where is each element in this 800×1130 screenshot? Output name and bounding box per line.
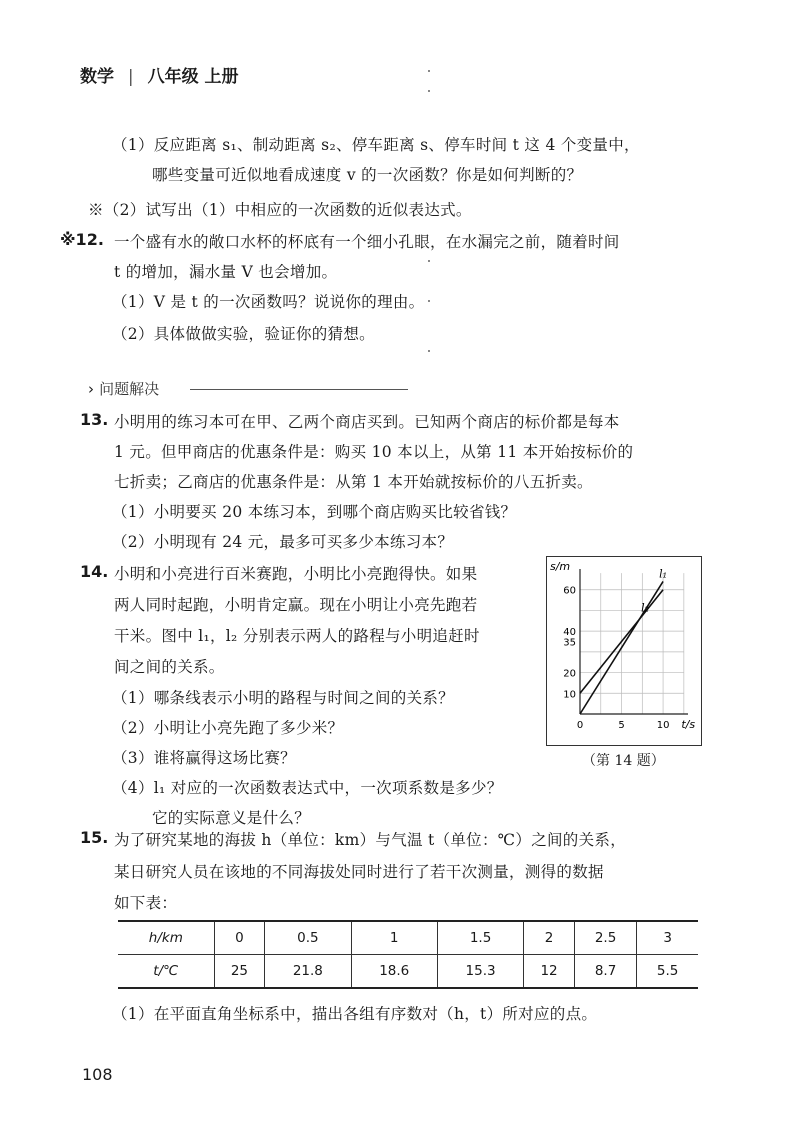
table-cell: 1.5 [437,921,523,955]
q11-part1-line2: 哪些变量可近似地看成速度 v 的一次函数？你是如何判断的？ [152,166,583,184]
q14-number: 14. [80,562,109,581]
table-cell: 8.7 [574,955,637,989]
q14-line1: 小明和小亮进行百米赛跑，小明比小亮跑得快。如果 [114,565,478,583]
table-cell: 2.5 [574,921,637,955]
q12-number: ※12. [60,230,104,249]
q13-part2: （2）小明现有 24 元，最多可买多少本练习本？ [112,533,454,551]
x-tick-label: 10 [656,720,670,731]
table-cell: 2 [524,921,575,955]
q15-part1: （1）在平面直角坐标系中，描出各组有序数对（h，t）所对应的点。 [112,1005,598,1023]
x-axis-label: t/s [681,718,696,731]
race-chart [546,556,702,746]
table-row-temperature [118,955,698,989]
table-row-header: h/km [118,921,214,955]
table-cell: 25 [214,955,265,989]
q13-line2: 1 元。但甲商店的优惠条件是：购买 10 本以上，从第 11 本开始按标价的 [114,443,634,461]
x-tick-label: 5 [618,720,625,731]
q14-line4: 间之间的关系。 [114,658,225,676]
q14-part2: （2）小明让小亮先跑了多少米？ [112,719,344,737]
section-rule [190,389,408,390]
y-tick-label: 10 [563,689,576,701]
header-subject: 数学 [80,67,114,87]
q13-part1: （1）小明要买 20 本练习本，到哪个商店购买比较省钱？ [112,503,517,521]
q14-line3: 干米。图中 l₁，l₂ 分别表示两人的路程与小明追赶时 [114,627,480,645]
series-label-2: l₂ [641,601,650,615]
table-cell: 18.6 [351,955,437,989]
table-cell: 15.3 [437,955,523,989]
page-number: 108 [82,1065,113,1084]
table-cell: 5.5 [637,955,698,989]
scan-artifact [428,70,430,72]
page-header [80,62,239,87]
q14-line2: 两人同时起跑，小明肯定赢。现在小明让小亮先跑若 [114,596,478,614]
table-cell: 12 [524,955,575,989]
section-heading [88,378,159,399]
q15-line2: 某日研究人员在该地的不同海拔处同时进行了若干次测量，测得的数据 [114,863,604,881]
q12-part2: （2）具体做做实验，验证你的猜想。 [112,325,375,343]
q12-line1: 一个盛有水的敞口水杯的杯底有一个细小孔眼，在水漏完之前，随着时间 [114,233,620,251]
table-row-height [118,921,698,955]
scan-artifact [428,300,430,302]
q13-line1: 小明用的练习本可在甲、乙两个商店买到。已知两个商店的标价都是每本 [114,413,620,431]
q15-line3: 如下表： [114,894,178,912]
q12-line2: t 的增加，漏水量 V 也会增加。 [114,263,338,281]
y-tick-label: 60 [563,585,576,597]
series-label-1: l₁ [659,567,668,581]
table-cell: 0.5 [265,921,351,955]
q15-line1: 为了研究某地的海拔 h（单位：km）与气温 t（单位：℃）之间的关系， [114,831,626,849]
chevron-right-icon: › [88,380,94,398]
section-title: 问题解决 [99,380,160,398]
q14-part3: （3）谁将赢得这场比赛？ [112,749,296,767]
chart-caption: （第 14 题） [582,753,665,769]
q13-line3: 七折卖；乙商店的优惠条件是：从第 1 本开始就按标价的八五折卖。 [114,473,593,491]
q11-part1-line1: （1）反应距离 s₁、制动距离 s₂、停车距离 s、停车时间 t 这 4 个变量中， [112,136,640,154]
y-tick-label: 40 [563,627,576,639]
header-grade: 八年级 上册 [147,67,239,87]
table-cell: 3 [637,921,698,955]
table-cell: 1 [351,921,437,955]
scan-artifact [428,90,430,92]
q11-part2: ※（2）试写出（1）中相应的一次函数的近似表达式。 [88,201,472,219]
q14-part4-line2: 它的实际意义是什么？ [152,809,311,827]
scan-artifact [428,350,430,352]
header-separator: | [127,67,134,87]
table-cell: 21.8 [265,955,351,989]
table-cell: 0 [214,921,265,955]
y-axis-label: s/m [550,560,571,573]
scan-artifact [428,260,430,262]
table-row-header: t/℃ [118,955,214,989]
q13-number: 13. [80,410,109,429]
q14-part4-line1: （4）l₁ 对应的一次函数表达式中，一次项系数是多少？ [112,779,503,797]
y-tick-label: 35 [563,637,576,649]
data-table [118,920,698,989]
q14-part1: （1）哪条线表示小明的路程与时间之间的关系？ [112,689,454,707]
q15-number: 15. [80,828,109,847]
q12-part1: （1）V 是 t 的一次函数吗？说说你的理由。 [112,293,425,311]
y-tick-label: 20 [563,668,576,680]
x-tick-label: 0 [576,720,584,731]
